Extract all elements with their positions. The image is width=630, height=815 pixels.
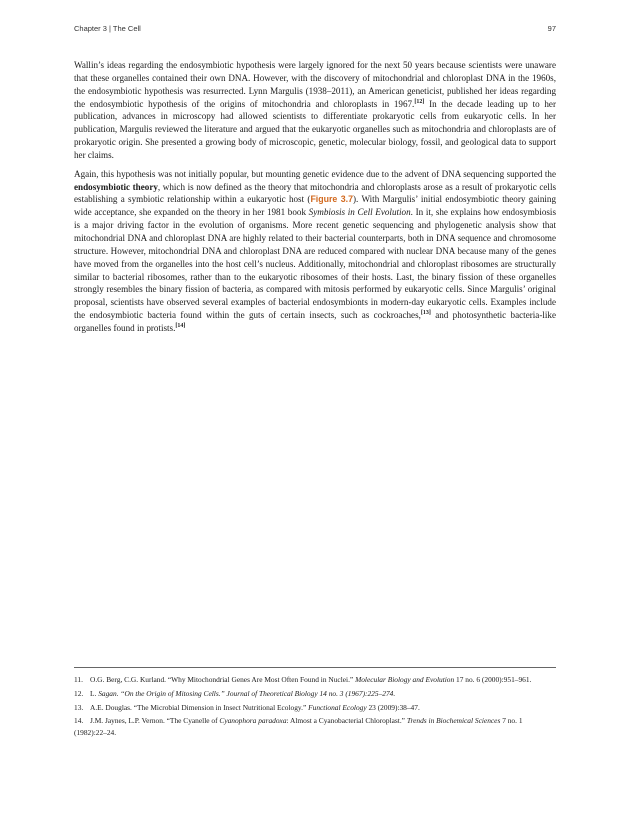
footnote-ref-13[interactable]: [13]	[420, 310, 431, 316]
footnote-journal: Sagan. “On the Origin of Mitosing Cells.” Journal of Theoretical Biology 14 no. 3 (1967):225–274.	[98, 688, 396, 698]
footnote-text: J.M. Jaynes, L.P. Vernon. “The Cyanelle of	[90, 716, 220, 726]
footnote-13	[74, 702, 556, 714]
paragraph-1	[74, 59, 556, 162]
figure-3-7-link[interactable]: Figure 3.7	[310, 194, 354, 205]
footnote-text: L.	[90, 688, 99, 698]
key-term-endosymbiotic-theory: endosymbiotic theory	[74, 181, 158, 192]
footnote-journal: Functional Ecology	[308, 702, 367, 712]
footnote-journal: Trends in Biochemical Sciences	[406, 716, 501, 726]
paragraph-1-text-b: In the decade leading up to her publication, advances in microscopy had allowed scientists to differentiate prokaryotic cells from eukaryotic cells. In her publication, Margulis reviewed the literature and argued that the eukaryotic organelles such as mitochondria and chloroplasts are of prokaryotic origin. She presented a growing body of microscopic, genetic, molecular biology, fossil, and geological data to support her claims.	[74, 98, 557, 160]
chapter-title: Chapter 3 | The Cell	[74, 24, 141, 33]
paragraph-2	[74, 168, 556, 335]
footnote-text-mid: : Almost a Cyanobacterial Chloroplast.”	[286, 716, 407, 726]
footnote-number: 11.	[74, 675, 83, 684]
paragraph-2-text-c: ). With Margulis’ initial endosymbiotic theory gaining wide acceptance, she expanded on the theory in her 1981 book	[74, 194, 556, 218]
paragraph-2-text-a: Again, this hypothesis was not initially popular, but mounting genetic evidence due to the advent of DNA sequencing supported the	[74, 168, 556, 179]
footnote-number: 12.	[74, 688, 84, 698]
footnote-ref-14[interactable]: [14]	[175, 322, 186, 329]
footnote-divider	[74, 667, 556, 668]
footnote-number: 14.	[74, 716, 84, 726]
footnote-text-end: 7 no. 1 (1982):22–24.	[74, 716, 523, 738]
footnote-12	[74, 688, 556, 700]
body-text	[74, 59, 556, 341]
footnote-number: 13.	[74, 702, 84, 712]
paragraph-2-text-e: and photosynthetic bacteria-like organelles found in protists.	[74, 310, 556, 333]
footnote-text: O.G. Berg, C.G. Kurland. “Why Mitochondrial Genes Are Most Often Found in Nuclei.”	[90, 675, 356, 684]
footnotes	[74, 674, 556, 741]
footnote-text: A.E. Douglas. “The Microbial Dimension in Insect Nutritional Ecology.”	[90, 702, 309, 712]
page-header	[74, 24, 556, 36]
paragraph-2-text-d: . In it, she explains how endosymbiosis is a major driving factor in the evolution of organisms. More recent genetic sequencing and phylogenetic analysis show that mitochondrial DNA and chloroplast DNA are highly related to their bacterial counterparts, both in DNA sequence and chromosome structure. However, mitochondrial DNA and chloroplast DNA are reduced compared with nuclear DNA because many of the genes have moved from the organelles into the host cell’s nucleus. Additionally, mitochondrial and chloroplast ribosomes are structurally similar to bacterial ribosomes, rather than to the eukaryotic ribosomes of their hosts. Last, the binary fission of these organelles strongly resembles the binary fission of bacteria, as compared with mitosis performed by eukaryotic cells. Since Margulis’ original proposal, scientists have observed several examples of bacterial endosymbionts in modern-day eukaryotic cells. Examples include the endosymbiotic bacteria found within the guts of certain insects, such as cockroaches,	[74, 207, 557, 321]
paragraph-1-text-a: Wallin’s ideas regarding the endosymbiotic hypothesis were largely ignored for the next 50 years because scientists were unaware that these organelles contained their own DNA. However, with the discovery of mitochondrial and chloroplast DNA in the 1960s, the endosymbiotic hypothesis was resurrected. Lynn Margulis (1938–2011), an American geneticist, published her ideas regarding the endosymbiotic hypothesis of the origins of mitochondria and chloroplasts in 1967.	[74, 60, 556, 109]
book-title: Symbiosis in Cell Evolution	[308, 207, 411, 218]
page-number: 97	[547, 24, 556, 33]
footnote-text-end: 17 no. 6 (2000):951–961.	[454, 675, 532, 684]
footnote-journal: Molecular Biology and Evolution	[355, 675, 455, 684]
footnote-11	[74, 674, 556, 686]
footnote-text-end: 23 (2009):38–47.	[366, 702, 420, 712]
footnote-14	[74, 715, 556, 739]
paragraph-2-text-b: , which is now defined as the theory that mitochondria and chloroplasts arose as a result of prokaryotic cells establishing a symbiotic relationship within a eukaryotic host (	[74, 181, 557, 205]
footnote-species: Cyanophora paradoxa	[219, 716, 287, 726]
footnote-ref-12[interactable]: [12]	[414, 98, 425, 105]
